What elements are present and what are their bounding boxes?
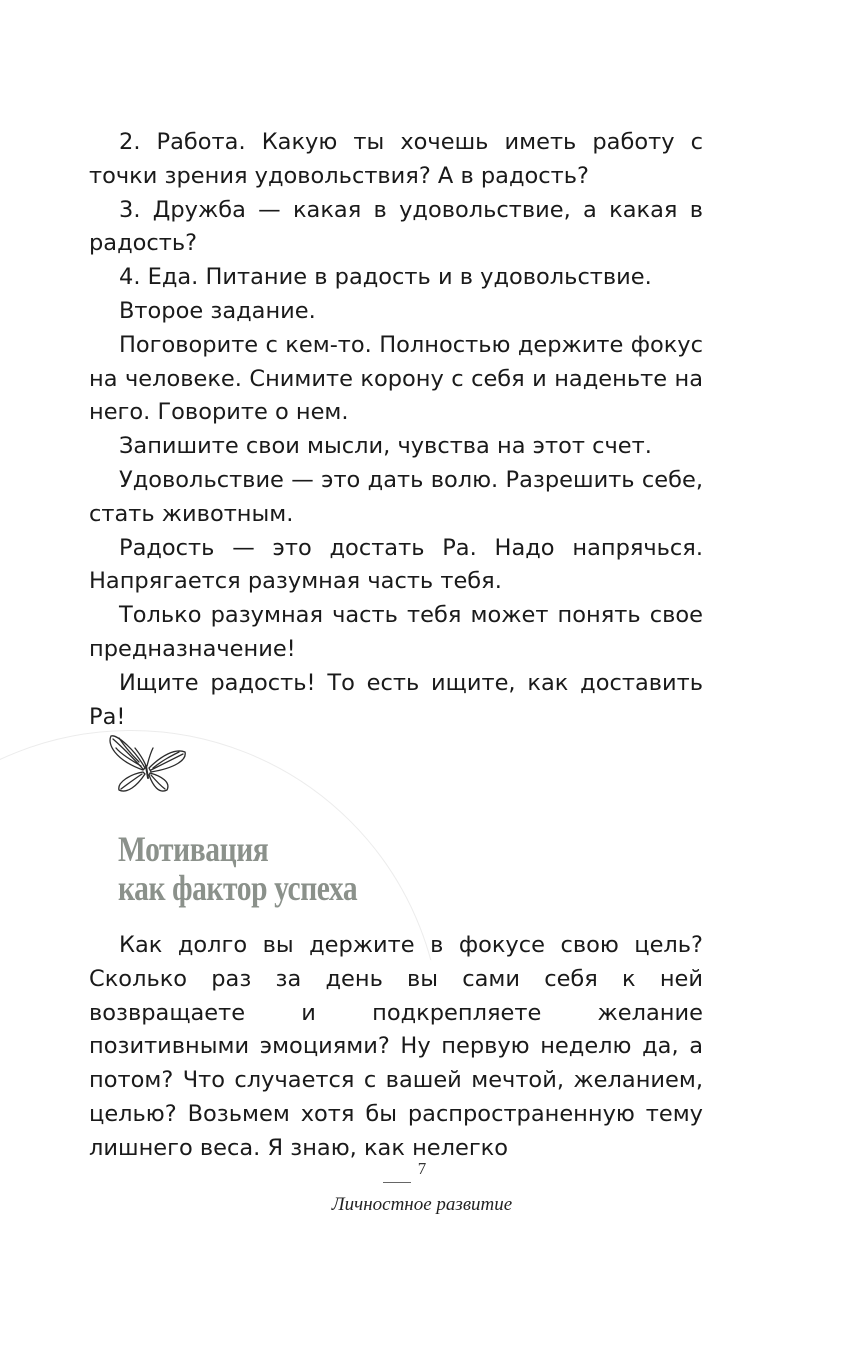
running-footer: Личностное развитие <box>331 1194 513 1215</box>
paragraph: 2. Работа. Какую ты хочешь иметь работу с точки зрения удовольствия? А в радость? <box>89 129 703 189</box>
paragraph: Как долго вы держите в фокусе свою цель? Сколько раз за день вы сами себя к ней возвращаете и подкрепляете желание позитивными эмоциями? Ну первую неделю да, а потом? Что случается с вашей мечтой, желанием, целью? Возьмем хотя бы распространенную тему лишнего веса. Я знаю, как нелегко <box>89 932 703 1161</box>
paragraph: Только разумная часть тебя может понять свое предназначение! <box>89 602 703 662</box>
paragraph: Поговорите с кем-то. Полностью держите фокус на человеке. Снимите корону с себя и наденьте на него. Говорите о нем. <box>89 331 703 426</box>
bottom-text-block <box>89 929 703 1166</box>
butterfly-icon <box>105 730 189 796</box>
paragraph: Запишите свои мысли, чувства на этот счет. <box>119 433 652 460</box>
paragraph: Удовольствие — это дать волю. Разрешить себе, стать животным. <box>89 466 703 527</box>
paragraph: 4. Еда. Питание в радость и в удовольствие. <box>119 264 652 291</box>
section-heading <box>118 830 357 908</box>
section-heading-line2: как фактор успеха <box>118 868 358 908</box>
paragraph: Ищите радость! То есть ищите, как доставить Ра! <box>89 669 703 730</box>
top-text-block <box>89 126 703 734</box>
paragraph: 3. Дружба — какая в удовольствие, а какая в радость? <box>89 196 703 257</box>
paragraph: Второе задание. <box>119 297 316 324</box>
page-number-rule <box>383 1182 411 1183</box>
page-number: 7 <box>417 1159 427 1178</box>
section-heading-line1: Мотивация <box>118 829 269 869</box>
paragraph: Радость — это достать Ра. Надо напрячься. Напрягается разумная часть тебя. <box>89 534 703 595</box>
